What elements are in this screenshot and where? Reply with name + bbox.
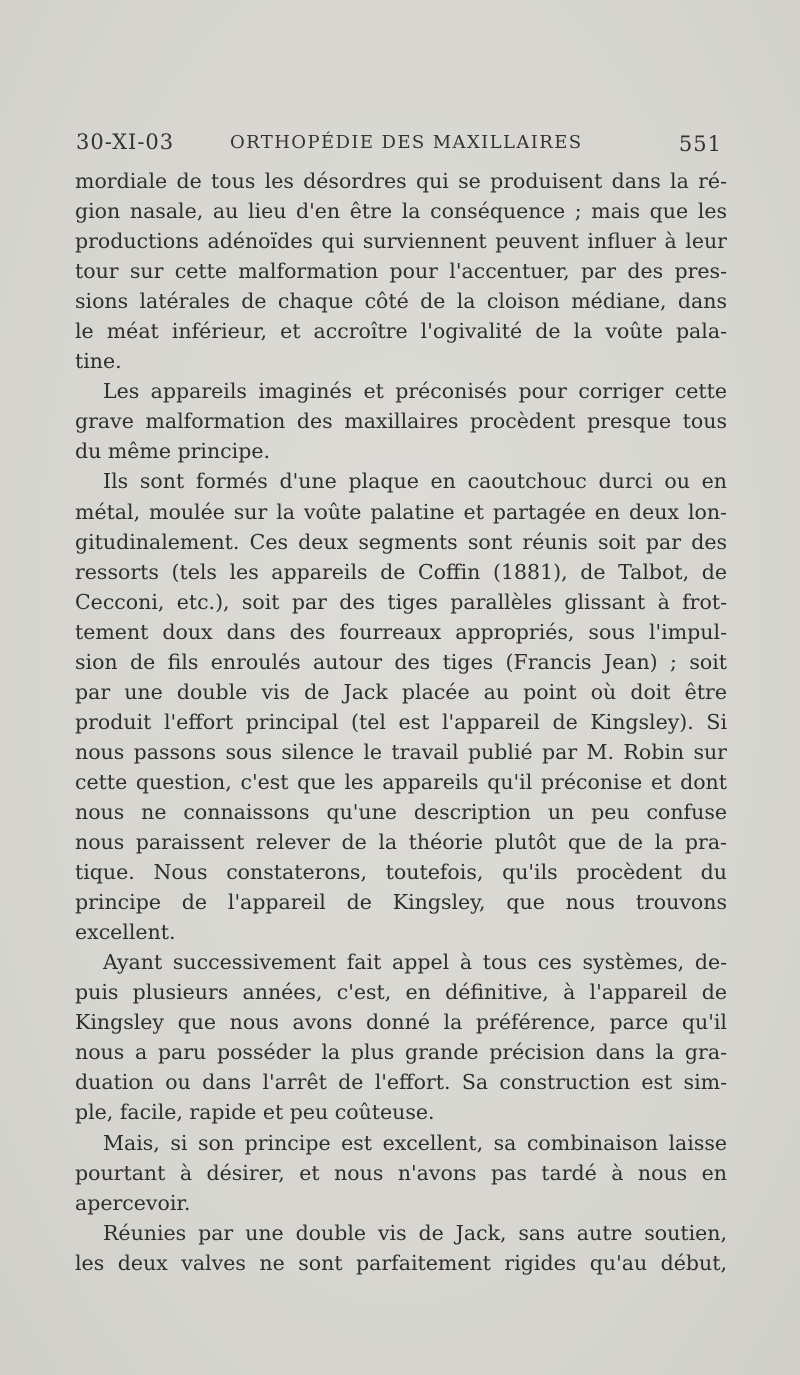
text-line: puis plusieurs années, c'est, en définitive, à l'appareil de — [75, 980, 727, 1005]
header-date: 30-XI-03 — [76, 130, 175, 154]
text-line: ressorts (tels les appareils de Coffin (1881), de Talbot, de — [75, 559, 727, 584]
text-line: nous passons sous silence le travail publié par M. Robin sur — [75, 739, 727, 764]
text-line: productions adénoïdes qui surviennent peuvent influer à leur — [75, 229, 727, 254]
header-title: ORTHOPÉDIE DES MAXILLAIRES — [230, 132, 583, 153]
text-line: mordiale de tous les désordres qui se produisent dans la ré- — [75, 169, 727, 193]
text-line: sions latérales de chaque côté de la cloison médiane, dans — [75, 289, 727, 314]
text-line: apercevoir. — [75, 1190, 191, 1215]
text-line: Ils sont formés d'une plaque en caoutchouc durci ou en — [103, 469, 727, 494]
text-line: tement doux dans des fourreaux appropriés, sous l'impul- — [75, 619, 727, 644]
text-line: sion de fils enroulés autour des tiges (Francis Jean) ; soit — [75, 649, 727, 674]
text-line: tine. — [75, 349, 122, 374]
text-line: produit l'effort principal (tel est l'appareil de Kingsley). Si — [75, 709, 727, 734]
text-line: Les appareils imaginés et préconisés pour corriger cette — [103, 379, 727, 404]
text-line: Ayant successivement fait appel à tous ces systèmes, de- — [103, 950, 727, 975]
text-line: tour sur cette malformation pour l'accentuer, par des pres- — [75, 259, 727, 284]
text-line: pourtant à désirer, et nous n'avons pas tardé à nous en — [75, 1160, 727, 1185]
text-line: Cecconi, etc.), soit par des tiges parallèles glissant à frot- — [75, 589, 727, 614]
text-line: du même principe. — [75, 439, 270, 464]
text-line: nous ne connaissons qu'une description un peu confuse — [75, 799, 727, 824]
text-line: tique. Nous constaterons, toutefois, qu'ils procèdent du — [75, 860, 727, 885]
text-line: ple, facile, rapide et peu coûteuse. — [75, 1100, 435, 1125]
text-line: cette question, c'est que les appareils qu'il préconise et dont — [75, 769, 727, 794]
text-line: duation ou dans l'arrêt de l'effort. Sa construction est sim- — [75, 1070, 727, 1095]
body-text — [75, 166, 727, 1278]
text-line: principe de l'appareil de Kingsley, que nous trouvons — [75, 890, 727, 915]
text-line: les deux valves ne sont parfaitement rigides qu'au début, — [75, 1250, 727, 1275]
text-line: Mais, si son principe est excellent, sa combinaison laisse — [103, 1130, 727, 1155]
page-number: 551 — [678, 132, 722, 156]
text-line: gion nasale, au lieu d'en être la conséquence ; mais que les — [75, 199, 727, 224]
text-line: nous paraissent relever de la théorie plutôt que de la pra- — [75, 830, 727, 855]
text-line: le méat inférieur, et accroître l'ogivalité de la voûte pala- — [75, 319, 727, 344]
text-line: gitudinalement. Ces deux segments sont réunis soit par des — [75, 529, 727, 554]
text-line: Kingsley que nous avons donné la préférence, parce qu'il — [75, 1010, 727, 1035]
text-line: Réunies par une double vis de Jack, sans autre soutien, — [103, 1220, 727, 1245]
text-line: métal, moulée sur la voûte palatine et partagée en deux lon- — [75, 499, 727, 524]
text-line: excellent. — [75, 920, 176, 945]
running-header — [76, 128, 724, 158]
text-line: grave malformation des maxillaires procèdent presque tous — [75, 409, 727, 434]
text-line: nous a paru posséder la plus grande précision dans la gra- — [75, 1040, 727, 1065]
text-line: par une double vis de Jack placée au point où doit être — [75, 679, 727, 704]
